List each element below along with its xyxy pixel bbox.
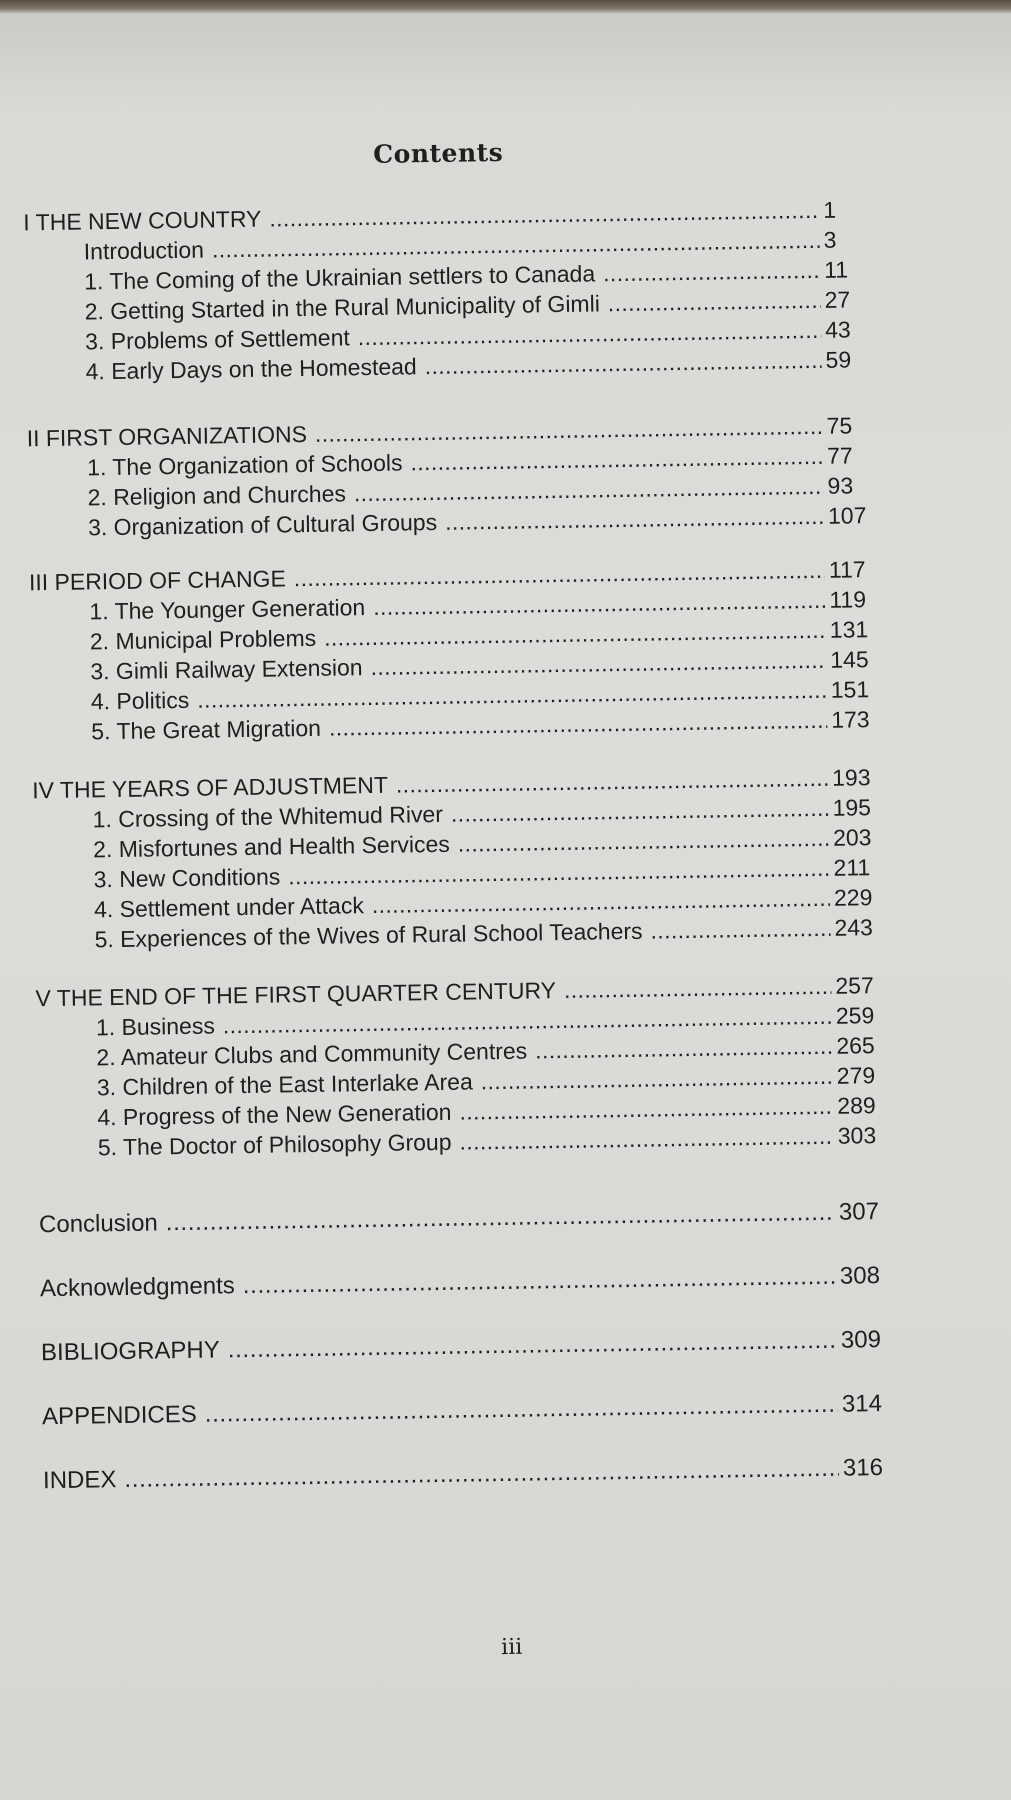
toc-page-number: 203 [832,824,872,851]
leader-dots [329,705,828,743]
toc-entry-label: 3. New Conditions [93,863,281,893]
toc-entry-label: BIBLIOGRAPHY [40,1336,220,1367]
toc-entry-label: 1. The Younger Generation [89,594,366,625]
toc-page-number: 1 [822,196,837,223]
toc-entry-label: 1. The Organization of Schools [86,449,403,481]
toc-page-number: 314 [841,1390,883,1418]
toc-entry-label: 4. Politics [90,686,190,715]
toc-entry-label: 3. Problems of Settlement [84,324,350,355]
toc-page-number: 303 [837,1122,877,1149]
leader-dots [445,501,824,537]
toc-entry-label: 3. Gimli Railway Extension [90,654,363,685]
toc-entry-label: 1. Crossing of the Whitemud River [92,800,444,833]
leader-dots [424,345,821,381]
toc-page-number: 243 [834,914,874,941]
toc-entry-label: Acknowledgments [39,1272,236,1303]
toc-page-number: 173 [831,706,870,733]
toc-entry-label: 4. Early Days on the Homestead [85,353,417,385]
toc-part-1 [23,194,866,387]
leader-dots [242,1245,836,1318]
toc-back-matter [39,1180,884,1513]
leader-dots [535,1031,833,1066]
toc-page-number: 316 [842,1454,884,1482]
toc-entry-label: 5. The Great Migration [91,714,322,745]
page-folio: iii [500,1634,523,1661]
toc-page-number: 145 [830,646,869,673]
toc-entry-label: 4. Progress of the New Generation [97,1098,452,1131]
toc-entry-label: 2. Misfortunes and Health Services [92,830,450,863]
toc-entry-label: 3. Children of the East Interlake Area [96,1068,473,1101]
toc-entry-label: 5. Experiences of the Wives of Rural School Teachers [94,917,643,953]
toc-page-number: 75 [826,412,853,439]
toc-page-number: 77 [826,442,853,469]
toc-page-number: 257 [835,972,874,999]
toc-page-number: 289 [837,1092,876,1119]
toc-part-3 [29,554,872,747]
leader-dots [603,255,820,288]
leader-dots [650,913,830,946]
toc-page-number: 265 [836,1032,875,1059]
toc-heading-label: V THE END OF THE FIRST QUARTER CENTURY [35,977,557,1012]
toc-page-number: 119 [829,586,867,613]
toc-page-number: 107 [827,502,867,529]
toc-heading-label: IV THE YEARS OF ADJUSTMENT [32,771,389,804]
toc-page-number: 43 [824,316,851,343]
toc-page-number: 131 [829,616,869,643]
toc-entry-label: Conclusion [38,1209,158,1239]
toc-heading-label: II FIRST ORGANIZATIONS [26,420,308,452]
toc-page-number: 27 [824,286,851,313]
toc-entry-label: 1. Business [95,1012,216,1041]
toc-entry-label: 2. Municipal Problems [89,624,317,655]
leader-dots [124,1437,840,1512]
toc-page-number: 308 [839,1262,881,1290]
toc-entry-label: 5. The Doctor of Philosophy Group [97,1128,452,1161]
toc-page-number: 259 [835,1002,875,1029]
toc-entry-label: 2. Religion and Churches [87,480,347,511]
toc-part-5 [35,970,878,1163]
toc-entry-label: 2. Amateur Clubs and Community Centres [96,1037,528,1071]
toc-page-number: 279 [836,1062,876,1089]
toc-part-2 [26,410,868,543]
toc-page-number: 307 [838,1198,880,1226]
toc-heading-label: III PERIOD OF CHANGE [28,565,287,596]
toc-page-number: 59 [825,346,852,373]
toc-page-number: 309 [840,1326,882,1354]
toc-entry-label: Introduction [83,236,205,265]
toc-heading-label: I THE NEW COUNTRY [23,205,262,236]
toc-part-4 [32,762,875,955]
toc-entry-label: INDEX [42,1466,117,1495]
toc-entry-index [43,1436,884,1513]
toc-page-number: 151 [830,676,870,703]
leader-dots [608,285,821,318]
leader-dots [459,1121,834,1157]
toc-page-number: 211 [833,854,871,881]
leader-dots [564,971,832,1005]
leader-dots [227,1309,837,1383]
toc-entry-label: 3. Organization of Cultural Groups [87,508,438,541]
toc-page-number: 11 [823,256,849,283]
toc-entry-label: 2. Getting Started in the Rural Municipality of Gimli [84,290,601,325]
toc-page-number: 193 [831,764,871,791]
toc-page-number: 229 [833,884,873,911]
leader-dots [165,1181,835,1256]
toc-page-number: 3 [823,226,837,253]
leader-dots [204,1373,838,1447]
toc-entry-label: APPENDICES [41,1400,197,1431]
toc-entry-label: 4. Settlement under Attack [93,892,365,923]
toc-page-number: 195 [832,794,872,821]
toc-page-number: 93 [827,472,854,499]
toc-entry-label: 1. The Coming of the Ukrainian settlers to Canada [84,260,596,295]
page-title: Contents [373,137,504,169]
toc-page-number: 117 [828,556,866,583]
